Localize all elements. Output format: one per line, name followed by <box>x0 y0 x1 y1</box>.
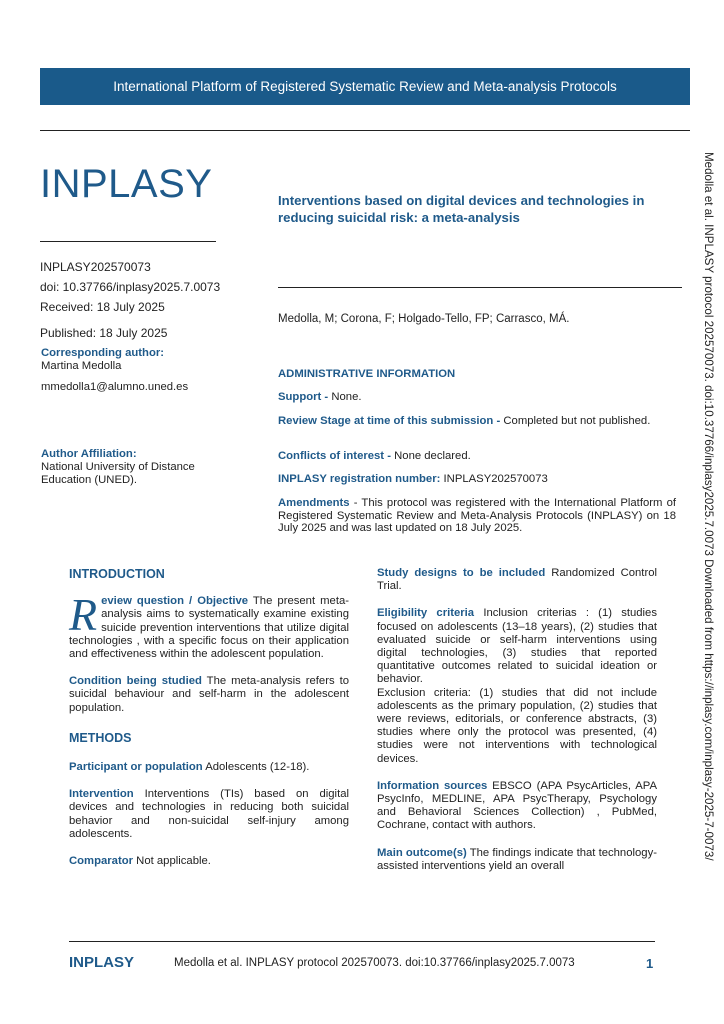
eligibility-paragraph <box>377 607 657 686</box>
header-banner <box>40 68 690 105</box>
left-column <box>69 568 349 868</box>
condition-paragraph <box>69 675 349 715</box>
author-list: Medolla, M; Corona, F; Holgado-Tello, FP; Carrasco, MÁ. <box>278 313 570 325</box>
footer-logo: INPLASY <box>69 954 135 971</box>
registration-label: INPLASY registration number: <box>278 473 441 485</box>
eligibility-text: Inclusion criterias : (1) studies focused on adolescents (13–18 years), (2) studies that evaluated suicide or self-harm interventions using digital technologies, (3) studies that reported quantitative outcomes related to suicidal ideation or behavior. <box>377 607 657 686</box>
main-outcome-label: Main outcome(s) <box>377 846 467 859</box>
doi-text[interactable]: doi: 10.37766/inplasy2025.7.0073 <box>40 280 221 294</box>
corresponding-author-name: Martina Medolla <box>41 360 122 372</box>
condition-label: Condition being studied <box>69 675 202 688</box>
introduction-heading: INTRODUCTION <box>69 567 165 581</box>
affiliation-label: Author Affiliation: <box>41 448 137 460</box>
page-number: 1 <box>646 956 654 971</box>
review-stage-line <box>278 415 676 428</box>
published-date: Published: 18 July 2025 <box>40 326 168 340</box>
conflicts-line <box>278 450 676 463</box>
amendments-label: Amendments <box>278 497 350 509</box>
population-text: Adolescents (12-18). <box>205 761 310 774</box>
amendments-text: - This protocol was registered with the International Platform of Registered Systematic Review and Meta-Analysis Protocols (INPLASY) on 18 July 2025 and was last updated on 18 July 2025. <box>278 497 676 534</box>
support-text: None. <box>331 391 362 403</box>
corresponding-author-label: Corresponding author: <box>41 347 165 359</box>
review-stage-label: Review Stage at time of this submission - <box>278 415 501 427</box>
affiliation-text: National University of Distance Education (UNED). <box>41 461 195 486</box>
corresponding-author-block <box>41 347 241 394</box>
article-title: Interventions based on digital devices and technologies in reducing suicidal risk: a meta-analysis <box>278 193 645 225</box>
right-column <box>377 567 657 873</box>
title-rule <box>278 287 682 288</box>
registration-line <box>278 473 676 486</box>
review-question-label: eview question / Objective <box>101 595 249 608</box>
main-outcome-paragraph <box>377 847 657 873</box>
population-paragraph <box>69 761 349 774</box>
eligibility-label: Eligibility criteria <box>377 607 475 620</box>
review-stage-text: Completed but not published. <box>503 415 651 427</box>
received-date: Received: 18 July 2025 <box>40 300 165 314</box>
support-label: Support - <box>278 391 329 403</box>
methods-heading: METHODS <box>69 730 132 745</box>
inplasy-logo: INPLASY <box>40 162 213 206</box>
footer-rule <box>69 941 655 942</box>
intervention-text: Interventions (TIs) based on digital devices and technologies in reducing both suicidal behavior and non-suicidal self-injury among adolescents. <box>69 788 349 840</box>
logo-rule <box>40 241 216 242</box>
conflicts-text: None declared. <box>394 450 471 462</box>
registration-number: INPLASY202570073 <box>443 473 548 485</box>
corresponding-author-email[interactable]: mmedolla1@alumno.uned.es <box>41 381 189 393</box>
study-design-paragraph <box>377 567 657 593</box>
study-design-label: Study designs to be included <box>377 567 546 579</box>
intervention-paragraph <box>69 788 349 841</box>
condition-text: The meta-analysis refers to suicidal behaviour and self-harm in the adolescent population. <box>69 675 349 714</box>
information-sources-paragraph <box>377 780 657 833</box>
side-citation-text[interactable]: Medolla et al. INPLASY protocol 202570073. doi:10.37766/inplasy2025.7.0073 Downloaded from https://inplasy.com/inplasy-2025-7-0073/ <box>702 152 715 861</box>
footer-citation: Medolla et al. INPLASY protocol 202570073. doi:10.37766/inplasy2025.7.0073 <box>174 957 575 969</box>
information-sources-label: Information sources <box>377 779 488 792</box>
conflicts-label: Conflicts of interest - <box>278 450 391 462</box>
side-citation <box>697 152 717 912</box>
study-design-text: Randomized Control Trial. <box>377 567 657 593</box>
dropcap-letter: R <box>69 589 98 641</box>
registration-id: INPLASY202570073 <box>40 260 151 274</box>
comparator-paragraph <box>69 855 349 868</box>
main-outcome-text: The findings indicate that technology-assisted interventions yield an overall <box>377 846 657 872</box>
comparator-label: Comparator <box>69 855 134 868</box>
comparator-text: Not applicable. <box>136 855 211 868</box>
exclusion-paragraph: Exclusion criteria: (1) studies that did not include adolescents as the primary population, (2) studies that were reviews, editorials, or conference abstracts, (3) studies where only the protocol was presented, (4) studies were not interventions with technological devices. <box>377 686 657 765</box>
intervention-label: Intervention <box>69 788 134 801</box>
review-question-text: The present meta-analysis aims to systematically examine existing suicide prevention interventions that utilize digital technologies , with a specific focus on their application and effectiveness within the adolescent population. <box>69 595 349 661</box>
header-rule <box>40 130 690 131</box>
banner-text: International Platform of Registered Systematic Review and Meta-analysis Protocols <box>113 79 617 94</box>
admin-heading: ADMINISTRATIVE INFORMATION <box>278 368 456 380</box>
amendments-line <box>278 497 676 535</box>
population-label: Participant or population <box>69 761 203 774</box>
information-sources-text: EBSCO (APA PsycArticles, APA PsycInfo, MEDLINE, APA PsycTherapy, Psychology and Behavioral Sciences Collection) , PubMed, Cochrane, contact with authors. <box>377 779 657 832</box>
review-question-paragraph <box>69 589 349 661</box>
support-line <box>278 391 676 404</box>
affiliation-block <box>41 448 241 487</box>
